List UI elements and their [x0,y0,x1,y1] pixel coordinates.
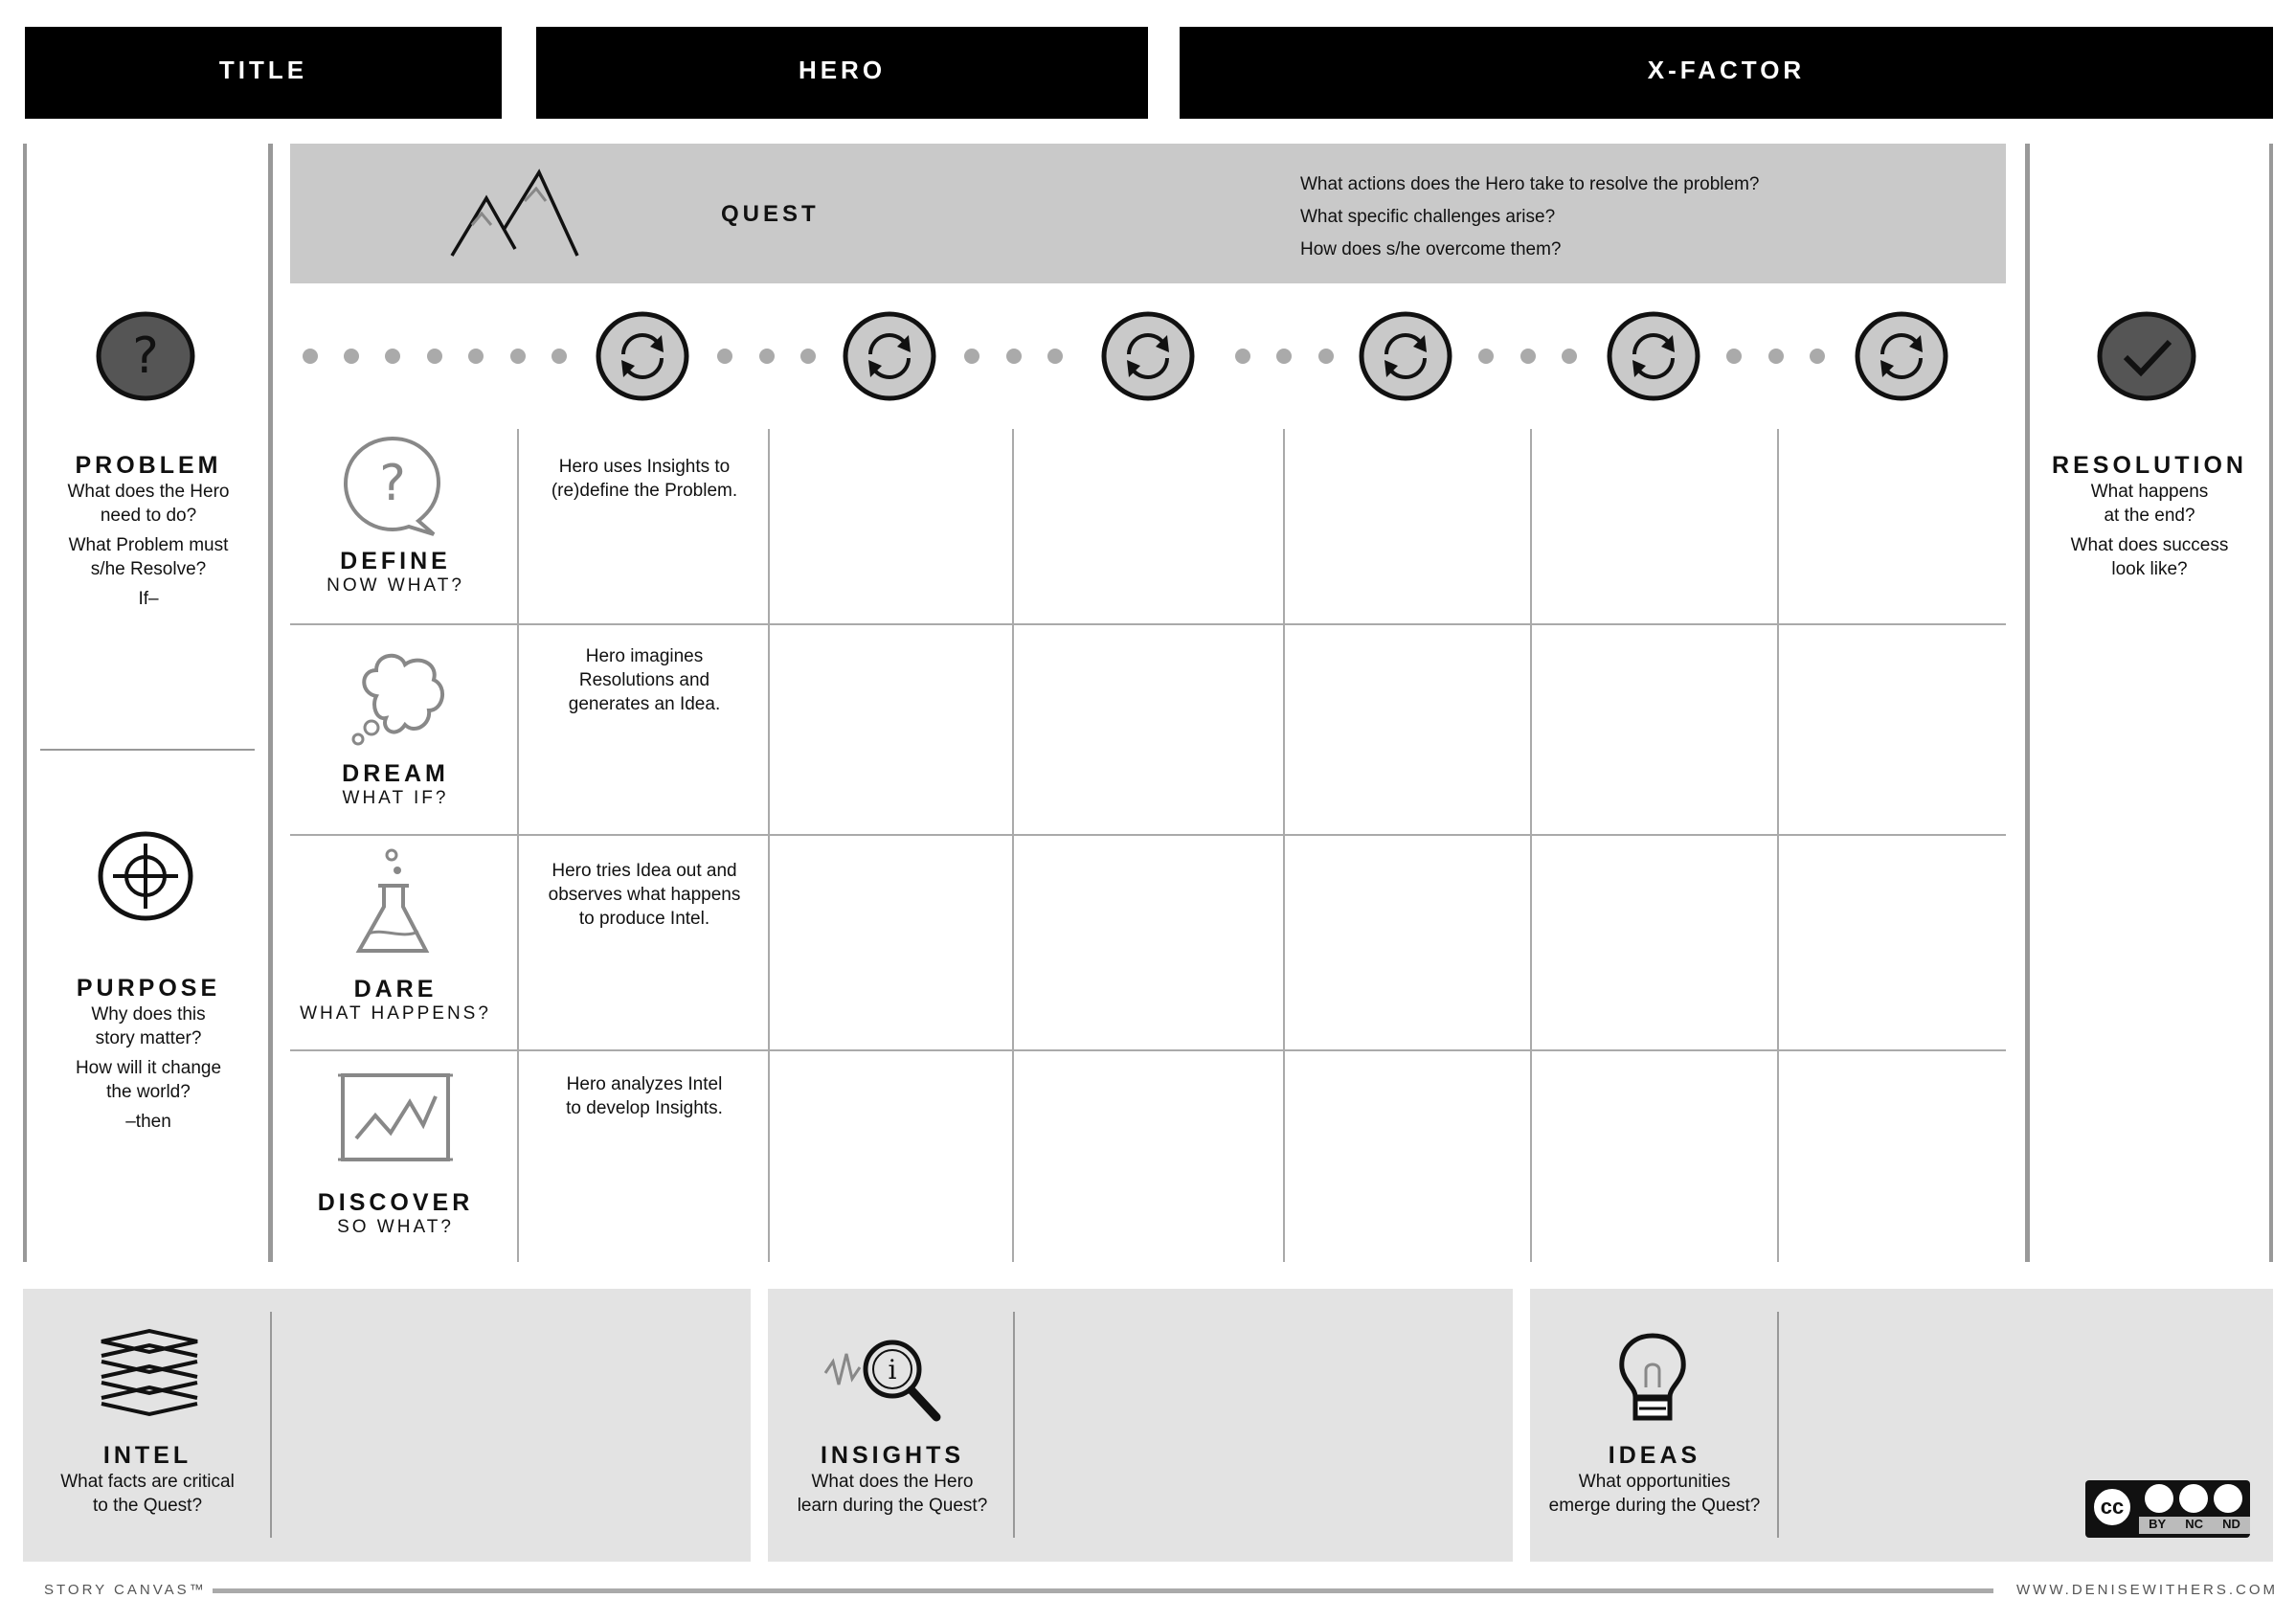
timeline-dot [427,349,442,364]
hero-label: HERO [798,56,887,84]
ideas-text [1540,1442,1769,1518]
problem-purpose-divider [40,749,255,751]
ideas-panel[interactable] [1530,1289,2273,1562]
timeline-dot [964,349,979,364]
cc-nc-label: NC [2185,1517,2204,1531]
row-sub: WHAT IF? [342,788,449,808]
magnifier-icon [823,1333,957,1429]
row-note: Hero uses Insights to (re)define the Problem. [551,457,738,501]
insights-heading: INSIGHTS [820,1442,965,1469]
quest-question: What actions does the Hero take to resolve the problem? [1300,174,1760,194]
timeline-dot [1047,349,1063,364]
insights-divider [1013,1312,1015,1538]
layers-icon [92,1327,207,1423]
row-heading: DISCOVER [317,1189,474,1216]
grid-hline [290,623,2006,625]
cc-license-badge[interactable] [2085,1480,2250,1538]
timeline-dot [1768,349,1784,364]
cycle-icon [1100,308,1196,404]
purpose-heading: PURPOSE [76,975,221,1002]
row-dare-label [290,976,501,1025]
row-note: Hero analyzes Intel to develop Insights. [566,1074,723,1118]
timeline-dot [303,349,318,364]
problem-block [34,452,263,611]
row-note: Hero imagines Resolutions and generates an Idea. [568,646,721,714]
row-sub: WHAT HAPPENS? [300,1003,491,1024]
timeline-dot [1562,349,1577,364]
ideas-heading: IDEAS [1608,1442,1701,1469]
footer-brand: STORY CANVAS™ [44,1582,207,1598]
nc-icon [2179,1484,2208,1513]
grid-hline [290,1049,2006,1051]
row-note: Hero tries Idea out and observes what happens to produce Intel. [548,861,741,929]
timeline-dot [717,349,732,364]
svg-text:i: i [888,1354,897,1385]
cycle-icon [595,308,690,404]
right-column-divider [2025,144,2030,1262]
purpose-block [34,975,263,1134]
timeline-dot [1810,349,1825,364]
resolution-block [2039,452,2260,581]
title-field[interactable] [25,27,502,119]
insights-question: What does the Hero learn during the Quest? [797,1472,988,1516]
timeline-dot [1235,349,1250,364]
timeline-dot [385,349,400,364]
timeline-dot [1520,349,1536,364]
grid-vline [1012,429,1014,1262]
chart-icon [335,1070,455,1165]
cycle-icon [842,308,937,404]
lightbulb-icon [1614,1332,1691,1428]
quest-label: QUEST [721,201,820,227]
quest-banner [290,144,2006,283]
ideas-divider [1777,1312,1779,1538]
row-sub: NOW WHAT? [326,575,464,596]
cycle-icon [1854,308,1949,404]
purpose-question-1: Why does this story matter? [91,1004,206,1048]
speech-question-icon [340,433,445,538]
purpose-question-3: –then [125,1112,171,1132]
timeline-dot [1726,349,1742,364]
timeline-dot [510,349,526,364]
left-column-divider [268,144,273,1262]
mountains-icon [448,168,582,259]
timeline-dot [551,349,567,364]
purpose-question-2: How will it change the world? [75,1058,222,1102]
footer-url[interactable]: WWW.DENISEWITHERS.COM [2016,1582,2278,1598]
hero-field[interactable] [536,27,1148,119]
problem-question-1: What does the Hero need to do? [67,482,230,526]
timeline-dot [344,349,359,364]
left-frame-line [23,144,27,1262]
grid-vline [768,429,770,1262]
target-icon [96,828,196,924]
problem-question-2: What Problem must s/he Resolve? [68,535,229,579]
intel-text [33,1442,262,1518]
row-discover-label [290,1189,501,1238]
cc-nd-label: ND [2222,1517,2240,1531]
intel-divider [270,1312,272,1538]
check-icon [2097,311,2197,402]
grid-vline [1283,429,1285,1262]
row-heading: DREAM [342,760,449,787]
nd-icon [2214,1484,2242,1513]
insights-text [777,1442,1007,1518]
problem-question-3: If– [138,589,159,609]
timeline-dot [1276,349,1292,364]
intel-heading: INTEL [102,1442,192,1469]
cloud-icon [343,643,453,754]
grid-vline [1530,429,1532,1262]
ideas-question: What opportunities emerge during the Quest? [1548,1472,1761,1516]
timeline-dot [759,349,775,364]
question-icon [96,311,196,402]
insights-panel[interactable] [768,1289,1513,1562]
timeline-dot [800,349,816,364]
row-sub: SO WHAT? [337,1217,454,1237]
intel-panel[interactable] [23,1289,751,1562]
cc-terms [2139,1517,2250,1534]
grid-hline [290,834,2006,836]
by-icon [2145,1484,2173,1513]
row-dream-label [290,760,501,809]
title-label: TITLE [218,56,308,84]
cc-by-label: BY [2149,1517,2167,1531]
quest-question: What specific challenges arise? [1300,207,1556,227]
footer-rule [213,1588,1993,1593]
resolution-question-1: What happens at the end? [2090,482,2209,526]
cycle-icon [1358,308,1453,404]
row-heading: DEFINE [340,548,451,574]
quest-questions [1300,169,1759,266]
grid-vline [1777,429,1779,1262]
row-define-label [290,548,501,597]
svg-text:?: ? [379,455,406,512]
timeline-dot [468,349,484,364]
timeline-dot [1478,349,1494,364]
svg-text:?: ? [132,327,159,385]
resolution-heading: RESOLUTION [2052,452,2247,479]
row-heading: DARE [353,976,438,1002]
resolution-question-2: What does success look like? [2070,535,2229,579]
flask-icon [349,847,440,962]
intel-question: What facts are critical to the Quest? [60,1472,235,1516]
cc-icon: cc [2091,1486,2133,1528]
problem-heading: PROBLEM [75,452,222,479]
xfactor-label: X-FACTOR [1647,56,1806,84]
cycle-icon [1606,308,1701,404]
xfactor-field[interactable] [1180,27,2273,119]
grid-vline [517,429,519,1262]
right-frame-line [2269,144,2273,1262]
timeline-dot [1006,349,1022,364]
quest-question: How does s/he overcome them? [1300,239,1562,259]
timeline-dot [1318,349,1334,364]
